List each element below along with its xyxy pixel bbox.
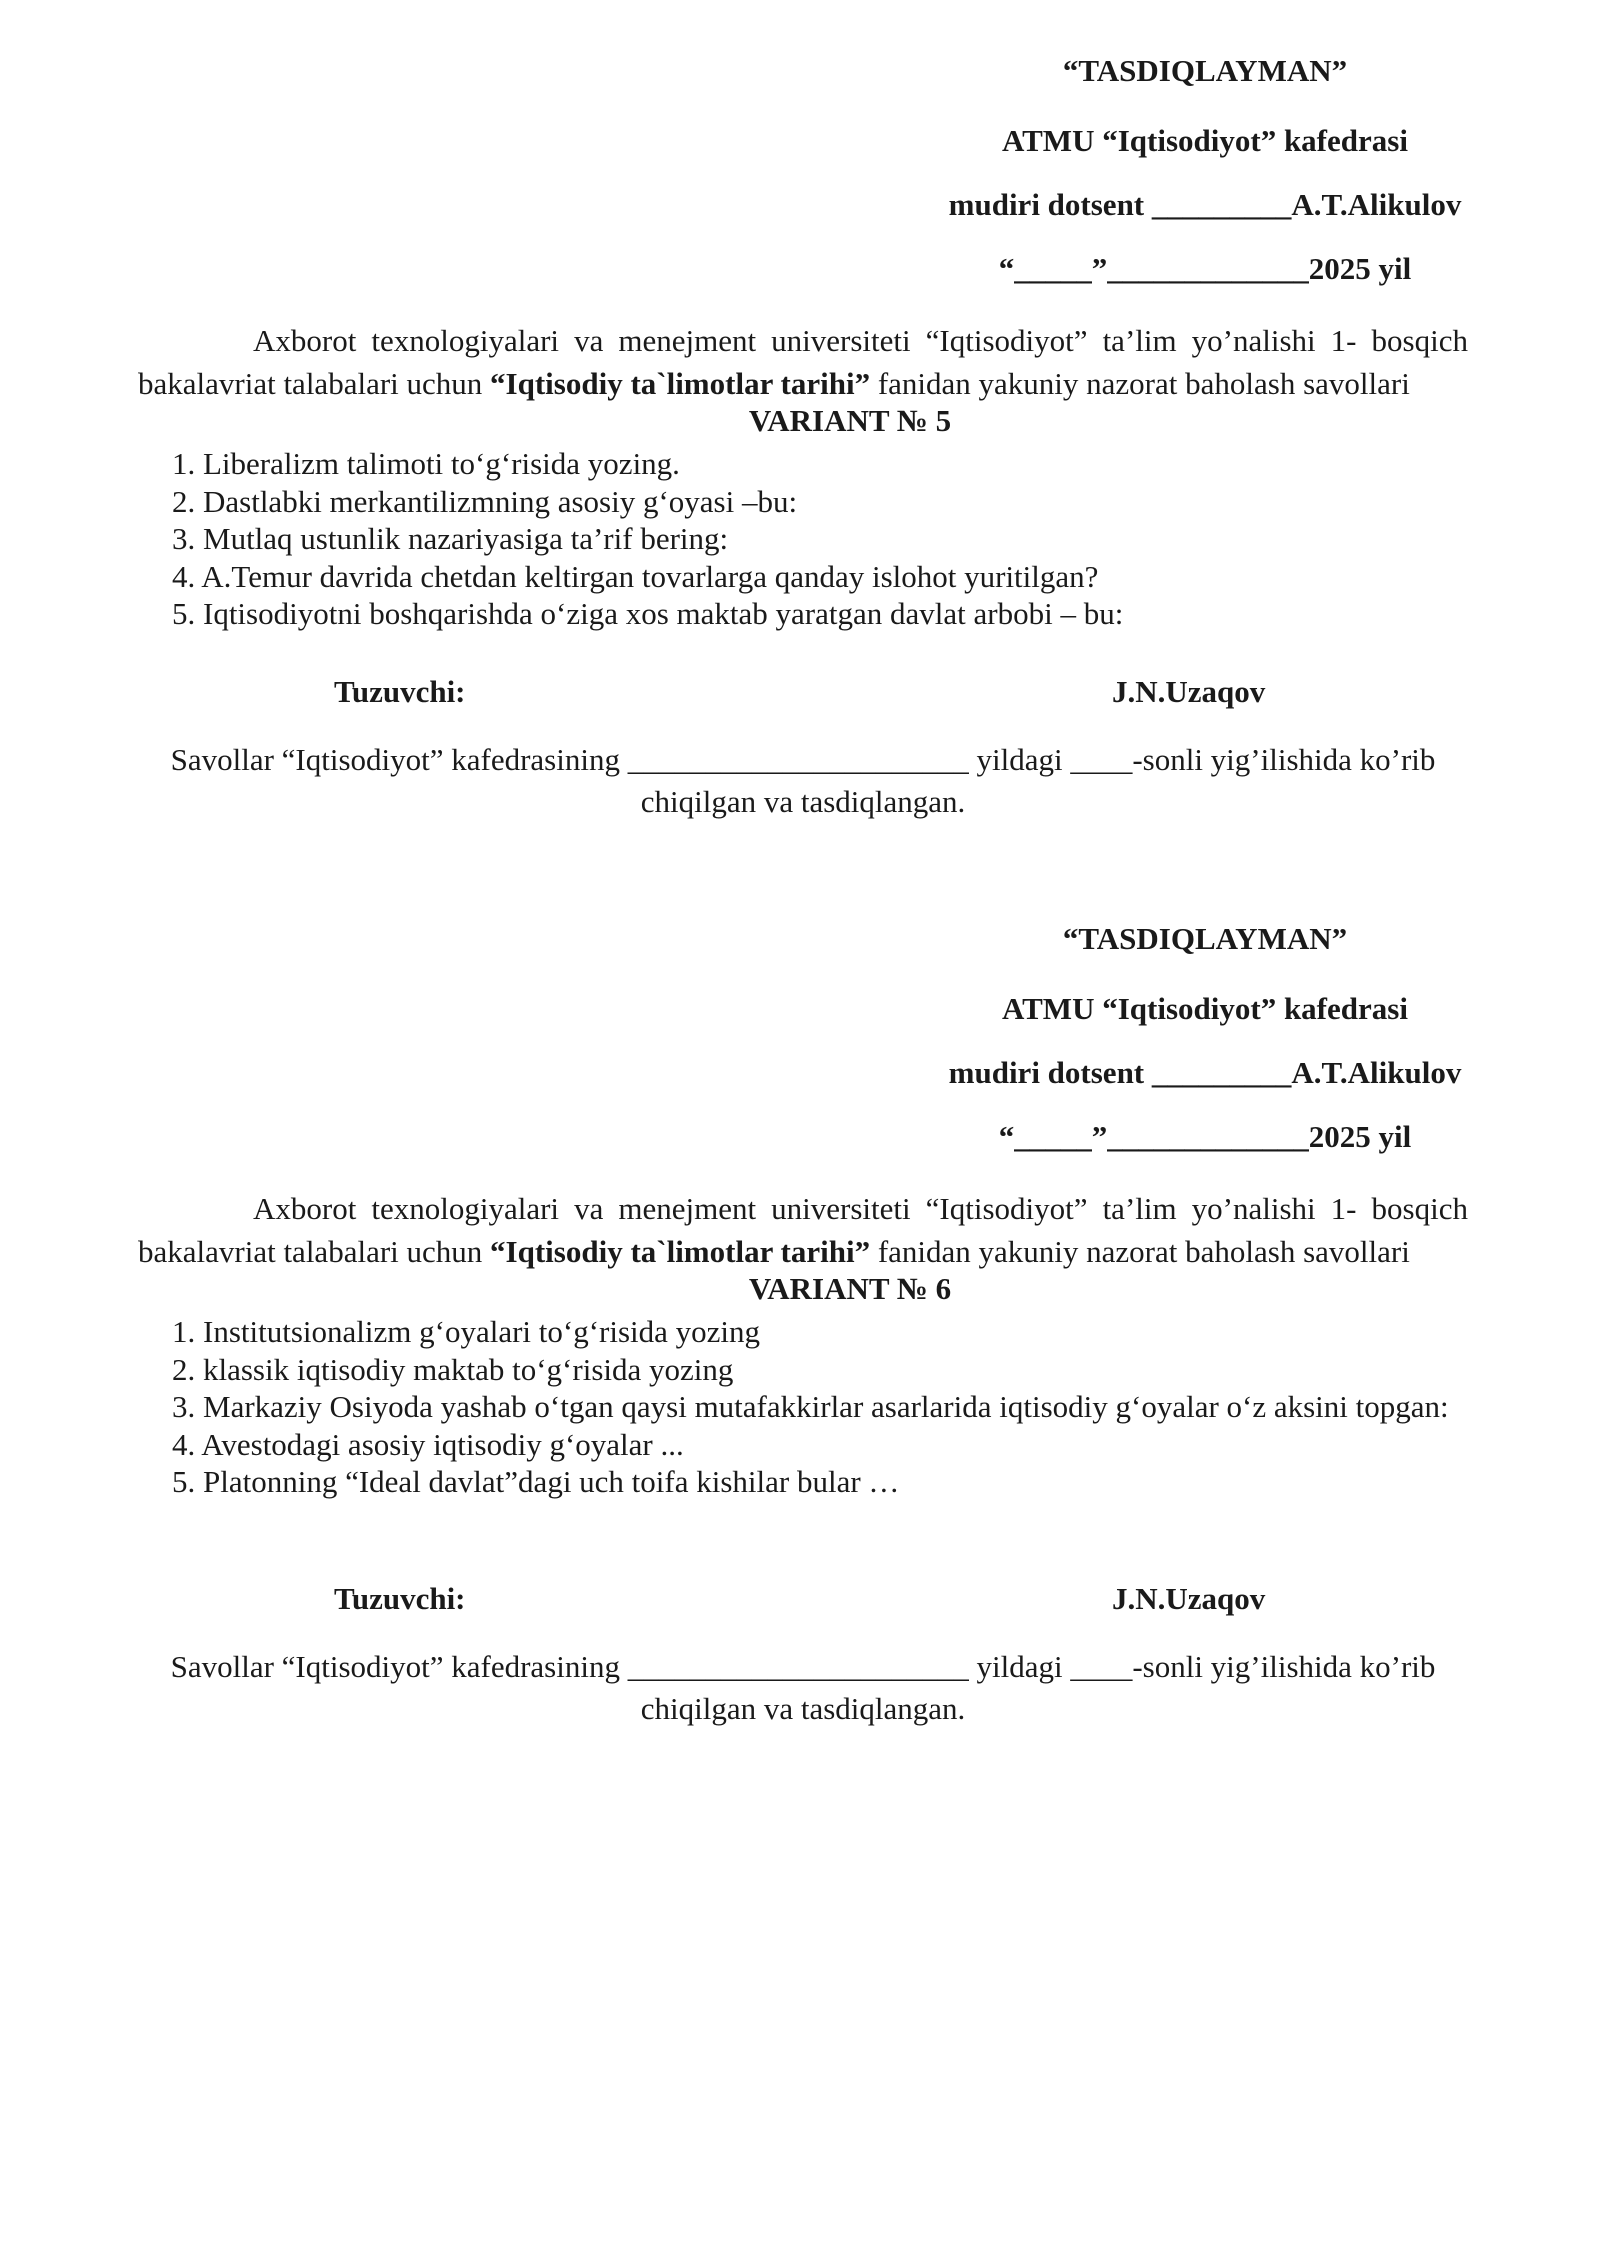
approval-department: ATMU “Iqtisodiyot” kafedrasi <box>1002 123 1408 158</box>
subject-title: “Iqtisodiy ta`limotlar tarihi” <box>490 366 871 401</box>
approval-head-signature: mudiri dotsent _________A.T.Alikulov <box>948 187 1462 222</box>
variant-heading: VARIANT № 5 <box>748 403 952 438</box>
compiler-name: J.N.Uzaqov <box>1112 1581 1266 1616</box>
confirmation-note: Savollar “Iqtisodiyot” kafedrasining ______________________ yildagi ____-sonli yig’ilishida ko’rib chiqilgan va tasdiqlangan. <box>170 1649 1436 1726</box>
intro-text-start: Axborot texnologiyalari va menejment universiteti “Iqtisodiyot” ta’lim yo’nalishi 1- bosqich bakalavriat talabalari uchun <box>138 323 1468 401</box>
question-list <box>172 445 1487 633</box>
approval-title: “TASDIQLAYMAN” <box>1062 53 1348 88</box>
question-item: 3. Markaziy Osiyoda yashab o‘tgan qaysi mutafakkirlar asarlarida iqtisodiy g‘oyalar o‘z aksini topgan: <box>172 1389 1449 1424</box>
question-item: 2. klassik iqtisodiy maktab to‘g‘risida yozing <box>172 1351 734 1387</box>
subject-title: “Iqtisodiy ta`limotlar tarihi” <box>490 1234 871 1269</box>
approval-date: “_____”_____________2025 yil <box>998 251 1412 286</box>
question-item: 4. A.Temur davrida chetdan keltirgan tovarlarga qanday islohot yuritilgan? <box>172 558 1099 594</box>
variant-heading: VARIANT № 6 <box>748 1271 952 1306</box>
compiler-label: Tuzuvchi: <box>334 1581 466 1616</box>
question-item: 1. Liberalizm talimoti to‘g‘risida yozing. <box>172 446 680 481</box>
intro-paragraph <box>138 1187 1468 1273</box>
question-item: 4. Avestodagi asosiy iqtisodiy g‘oyalar ... <box>172 1426 684 1462</box>
approval-head-signature: mudiri dotsent _________A.T.Alikulov <box>948 1055 1462 1090</box>
intro-text-end: fanidan yakuniy nazorat baholash savollari <box>870 1234 1410 1269</box>
question-list <box>172 1313 1487 1501</box>
question-item: 5. Platonning “Ideal davlat”dagi uch toifa kishilar bular … <box>172 1464 900 1499</box>
compiler-name: J.N.Uzaqov <box>1112 674 1266 709</box>
approval-title: “TASDIQLAYMAN” <box>1062 921 1348 956</box>
confirmation-note: Savollar “Iqtisodiyot” kafedrasining ______________________ yildagi ____-sonli yig’ilishida ko’rib chiqilgan va tasdiqlangan. <box>170 742 1436 819</box>
question-item: 5. Iqtisodiyotni boshqarishda o‘ziga xos maktab yaratgan davlat arbobi – bu: <box>172 596 1124 631</box>
intro-text-end: fanidan yakuniy nazorat baholash savollari <box>870 366 1410 401</box>
approval-date: “_____”_____________2025 yil <box>998 1119 1412 1154</box>
approval-department: ATMU “Iqtisodiyot” kafedrasi <box>1002 991 1408 1026</box>
question-item: 1. Institutsionalizm g‘oyalari to‘g‘risida yozing <box>172 1314 761 1349</box>
intro-text-start: Axborot texnologiyalari va menejment universiteti “Iqtisodiyot” ta’lim yo’nalishi 1- bosqich bakalavriat talabalari uchun <box>138 1191 1468 1269</box>
compiler-label: Tuzuvchi: <box>334 674 466 709</box>
question-item: 2. Dastlabki merkantilizmning asosiy g‘oyasi –bu: <box>172 483 798 519</box>
question-item: 3. Mutlaq ustunlik nazariyasiga ta’rif bering: <box>172 521 729 556</box>
intro-paragraph <box>138 319 1468 405</box>
